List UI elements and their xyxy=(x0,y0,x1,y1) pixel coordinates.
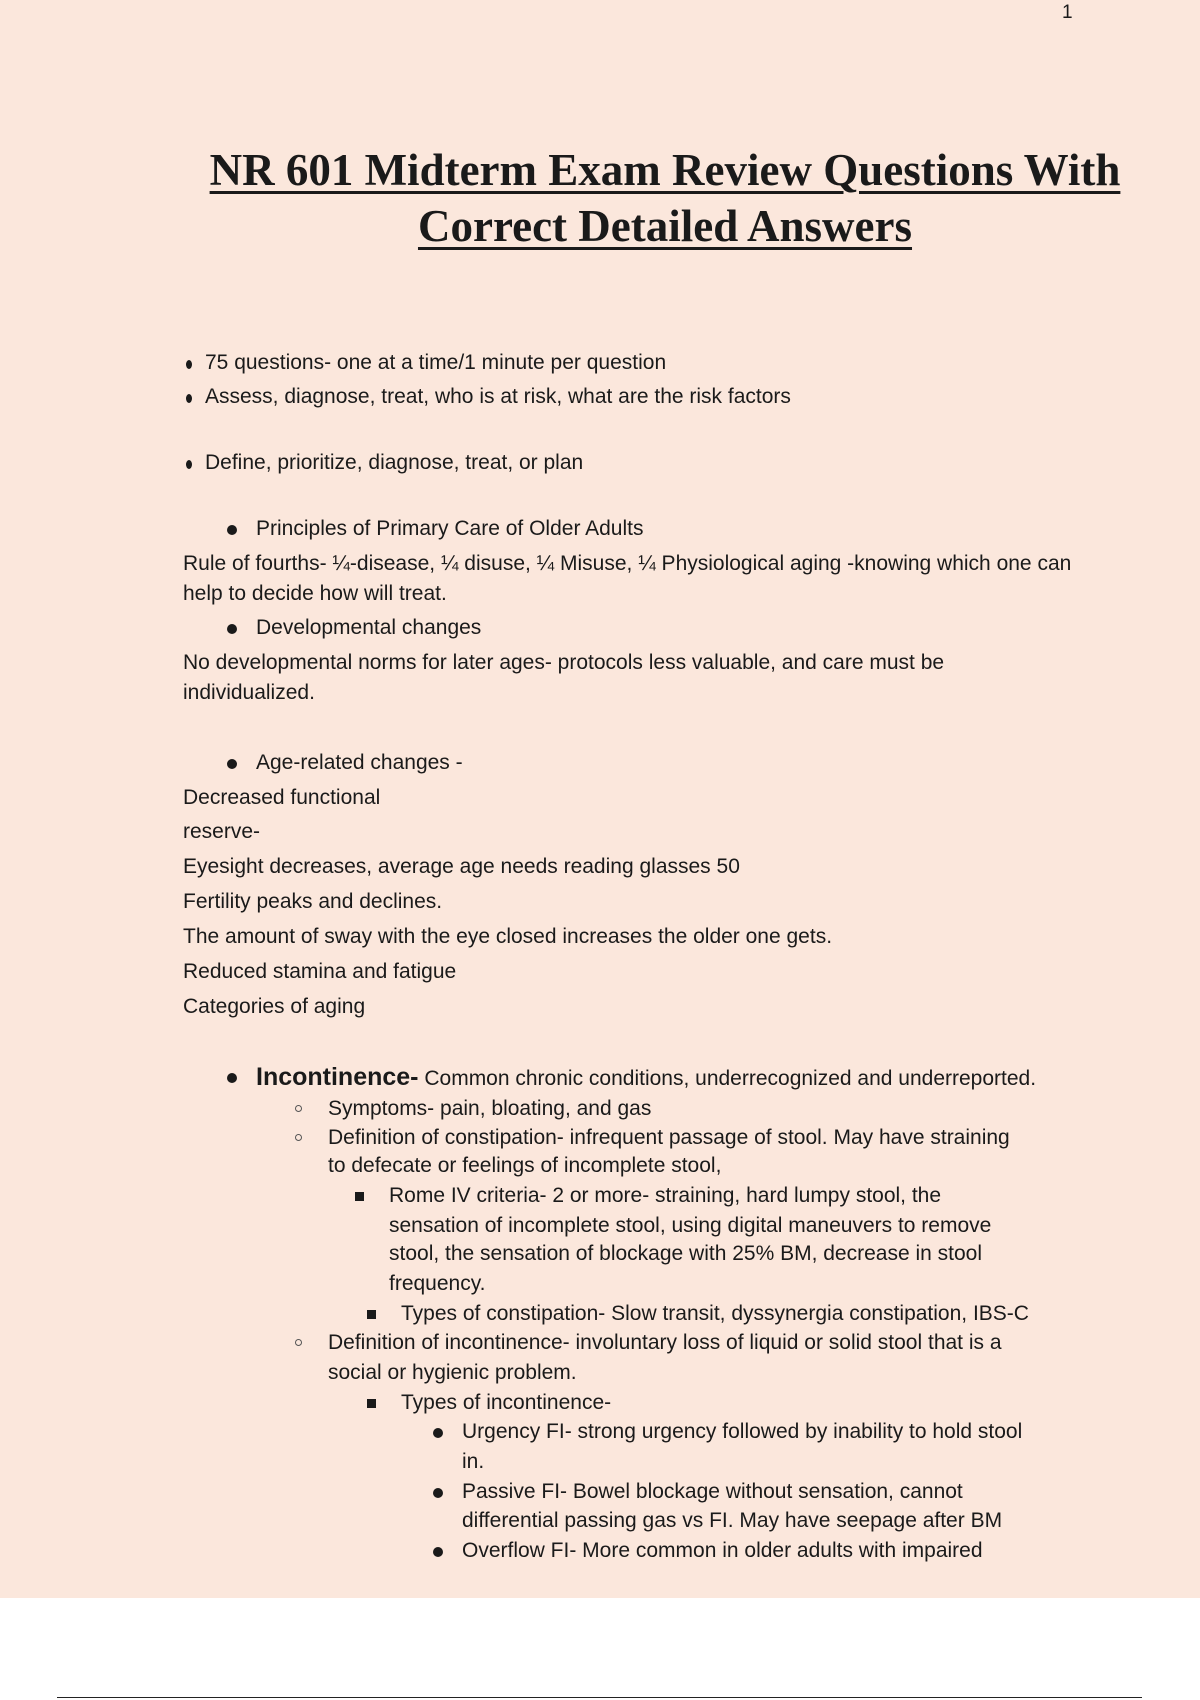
rome-criteria-cont: stool, the sensation of blockage with 25% BM, decrease in stool xyxy=(389,1242,983,1265)
constipation-definition: Definition of constipation- infrequent passage of stool. May have straining xyxy=(328,1123,1010,1153)
page-number: 1 xyxy=(1062,2,1073,23)
passive-fi: Passive FI- Bowel blockage without sensation, cannot xyxy=(462,1477,963,1507)
overflow-fi: Overflow FI- More common in older adults with impaired xyxy=(462,1536,983,1566)
incontinence-definition-cont: social or hygienic problem. xyxy=(328,1361,577,1384)
constipation-definition-cont: to defecate or feelings of incomplete stool, xyxy=(328,1154,722,1177)
incontinence-summary: Common chronic conditions, underrecognized and underreported. xyxy=(418,1067,1037,1090)
principles-text-line: Rule of fourths- ¼-disease, ¼ disuse, ¼ Misuse, ¼ Physiological aging -knowing which one can xyxy=(183,552,1072,575)
age-related-line: reserve- xyxy=(183,820,261,843)
intro-bullet: 75 questions- one at a time/1 minute per question xyxy=(205,348,666,378)
types-of-incontinence: Types of incontinence- xyxy=(401,1388,611,1418)
urgency-fi-cont: in. xyxy=(462,1450,485,1473)
title-line-2: Correct Detailed Answers xyxy=(417,201,913,251)
rome-criteria-cont: frequency. xyxy=(389,1272,486,1295)
title-line-1: NR 601 Midterm Exam Review Questions With xyxy=(209,145,1121,195)
principles-text-line: help to decide how will treat. xyxy=(183,582,447,605)
age-related-line: Fertility peaks and declines. xyxy=(183,890,443,913)
age-related-line: Reduced stamina and fatigue xyxy=(183,960,457,983)
footer-divider xyxy=(57,1697,1142,1698)
developmental-text-line: No developmental norms for later ages- protocols less valuable, and care must be xyxy=(183,651,945,674)
document-title xyxy=(140,142,1190,254)
types-of-constipation: Types of constipation- Slow transit, dyssynergia constipation, IBS-C xyxy=(401,1299,1029,1329)
principles-heading: Principles of Primary Care of Older Adults xyxy=(256,514,643,544)
rome-criteria-cont: sensation of incomplete stool, using digital maneuvers to remove xyxy=(389,1214,992,1237)
incontinence-heading xyxy=(256,1062,1036,1094)
intro-bullet: Assess, diagnose, treat, who is at risk, what are the risk factors xyxy=(205,382,791,412)
developmental-text-line: individualized. xyxy=(183,681,315,704)
age-related-heading: Age-related changes - xyxy=(256,748,463,778)
age-related-line: Categories of aging xyxy=(183,995,366,1018)
age-related-line: Eyesight decreases, average age needs reading glasses 50 xyxy=(183,855,740,878)
rome-criteria: Rome IV criteria- 2 or more- straining, hard lumpy stool, the xyxy=(389,1181,941,1211)
incontinence-definition: Definition of incontinence- involuntary loss of liquid or solid stool that is a xyxy=(328,1328,1002,1358)
passive-fi-cont: differential passing gas vs FI. May have seepage after BM xyxy=(462,1509,1003,1532)
symptoms-item: Symptoms- pain, bloating, and gas xyxy=(328,1094,651,1124)
intro-bullet: Define, prioritize, diagnose, treat, or plan xyxy=(205,448,583,478)
age-related-line: The amount of sway with the eye closed increases the older one gets. xyxy=(183,925,833,948)
urgency-fi: Urgency FI- strong urgency followed by inability to hold stool xyxy=(462,1417,1022,1447)
incontinence-label: Incontinence- xyxy=(256,1063,419,1091)
age-related-line: Decreased functional xyxy=(183,786,381,809)
developmental-heading: Developmental changes xyxy=(256,613,481,643)
